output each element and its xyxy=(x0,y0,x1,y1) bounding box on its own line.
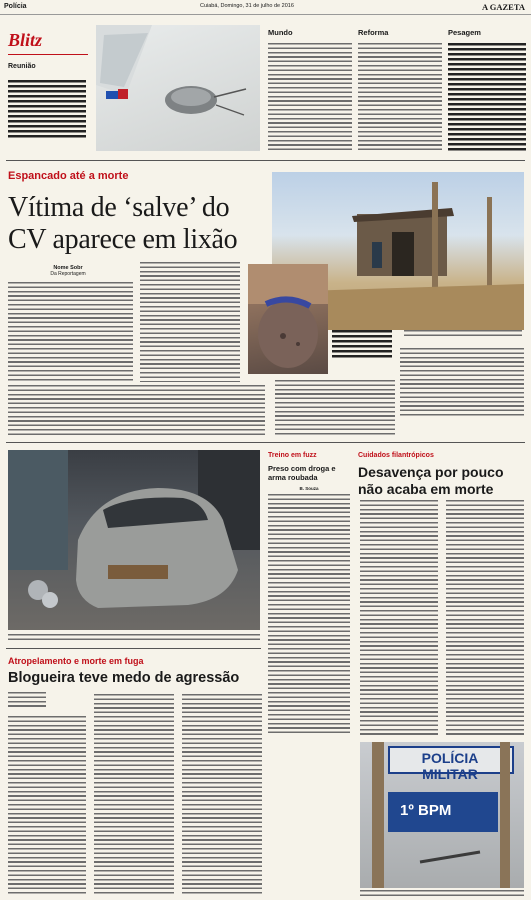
column-pesagem xyxy=(448,28,528,153)
bottom-kicker: Atropelamento e morte em fuga xyxy=(8,656,144,666)
mid-col-2 xyxy=(446,500,524,735)
column-body xyxy=(448,43,526,151)
mid-kicker: Cuidados filantrópicos xyxy=(358,452,434,459)
byline-name: Nome Sobr xyxy=(53,265,83,271)
mid-col-1 xyxy=(360,500,438,735)
side-kicker: Treino em fuzz xyxy=(268,452,317,459)
blitz-logo: Blitz xyxy=(8,30,43,50)
column-title: Mundo xyxy=(268,28,293,37)
police-caption xyxy=(360,890,524,898)
column-body xyxy=(358,43,442,151)
bottom-col-1 xyxy=(8,716,86,896)
blitz-subhead: Reunião xyxy=(8,63,36,70)
brand-logo: A GAZETA xyxy=(481,2,525,12)
blitz-column xyxy=(8,30,88,138)
column-title: Pesagem xyxy=(448,28,481,37)
bottom-col-3 xyxy=(182,694,262,896)
photo-caption xyxy=(332,330,392,360)
police-sign: POLÍCIA MILITAR xyxy=(421,750,479,782)
main-col-bottom xyxy=(8,385,265,437)
bottom-byline xyxy=(8,692,46,708)
main-kicker: Espancado até a morte xyxy=(8,170,129,182)
bottom-col-2 xyxy=(94,694,174,896)
blitz-rule xyxy=(8,54,88,55)
side-body xyxy=(268,494,350,734)
car-photo xyxy=(8,450,260,630)
blitz-text xyxy=(8,80,86,138)
bottom-headline: Blogueira teve medo de agressão xyxy=(8,670,240,686)
side-headline: Preso com droga e arma roubada xyxy=(268,464,336,482)
divider xyxy=(6,442,525,443)
main-byline xyxy=(8,265,128,277)
blitz-photo xyxy=(96,25,260,151)
divider xyxy=(6,160,525,161)
police-photo xyxy=(360,742,524,888)
side-col-text xyxy=(400,348,524,418)
main-col-1 xyxy=(8,282,133,382)
date-line: Cuiabá, Domingo, 31 de julho de 2016 xyxy=(200,3,294,9)
main-col-3 xyxy=(275,380,395,435)
column-title: Reforma xyxy=(358,28,389,37)
side-byline: B. Souza xyxy=(299,486,319,491)
column-body xyxy=(268,43,352,151)
main-headline: Vítima de ‘salve’ do CV aparece em lixão xyxy=(8,192,238,255)
section-label: Polícia xyxy=(4,3,27,10)
byline-sub: Da Reportagem xyxy=(50,271,86,277)
column-mundo xyxy=(268,28,353,153)
mid-headline: Desavença por pouco não acaba em morte xyxy=(358,464,504,497)
main-col-2 xyxy=(140,262,240,382)
police-unit: 1º BPM xyxy=(400,802,452,819)
divider xyxy=(6,648,261,649)
page-header xyxy=(0,0,531,15)
column-reforma xyxy=(358,28,443,153)
photo-caption-2 xyxy=(404,330,522,338)
car-caption xyxy=(8,634,260,642)
victim-photo xyxy=(248,264,328,374)
